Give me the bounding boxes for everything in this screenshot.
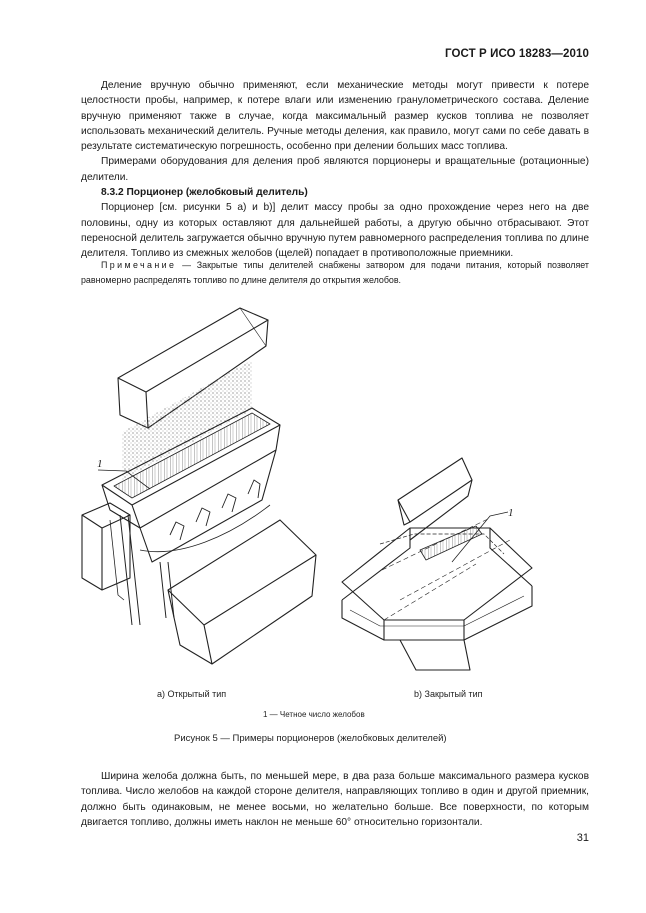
paragraph: Деление вручную обычно применяют, если механические методы могут привести к потере целостности пробы, например, к потере влаги или изменению гранулометрического состава. Деление вручную применяют также в случае, когда максимальный размер кусков топлива не позволяет использовать механический делитель. Ручные методы деления, как правило, могут сами по себе давать в результате систематическую погрешность, особенно при делении больших масс топлива. — [81, 80, 589, 153]
note-block — [81, 258, 589, 287]
paragraph: Ширина желоба должна быть, по меньшей мере, в два раза больше максимального размера кусков топлива. Число желобов на каждой стороне делителя, направляющих топливо в один и другой приемник, должно быть одинаковым, не менее восьми, но желательно больше. Все поверхности, по которым двигается топливо, должны иметь наклон не меньше 60° относительно горизонтали. — [81, 771, 589, 828]
figure-caption-b: b) Закрытый тип — [414, 689, 483, 699]
document-header: ГОСТ Р ИСО 18283—2010 — [444, 48, 589, 60]
body-text-bottom — [81, 769, 589, 830]
note-text: — Закрытые типы делителей снабжены затвором для подачи питания, который позволяет равномерно распределять топливо по длине делителя до открытия желобов. — [81, 260, 589, 285]
callout-label-b: 1 — [508, 507, 514, 519]
open-riffle-divider-drawing — [82, 308, 316, 664]
figure-caption-a: a) Открытый тип — [157, 689, 227, 699]
closed-riffle-divider-drawing — [342, 458, 532, 670]
page-number: 31 — [576, 832, 589, 844]
figure-title: Рисунок 5 — Примеры порционеров (желобковых делителей) — [174, 733, 447, 744]
note-paragraph — [81, 258, 589, 287]
paragraph: Примерами оборудования для деления проб являются порционеры и вращательные (ротационные) делители. — [81, 156, 589, 183]
paragraph: Порционер [см. рисунки 5 a) и b)] делит массу пробы за одно прохождение через него на две половины, одну из которых оставляют для дальнейшей работы, а другую обычно отбрасывают. Этот переносной делитель загружается обычно вручную путем равномерного распределения топлива по длине делителя. Топливо из смежных желобов (щелей) попадает в противоположные приемники. — [81, 202, 589, 260]
callout-label-a: 1 — [97, 458, 103, 470]
body-text-top — [81, 78, 589, 262]
section-title: 8.3.2 Порционер (желобковый делитель) — [101, 187, 308, 199]
figure-legend: 1 — Четное число желобов — [263, 710, 365, 719]
note-label: Примечание — [101, 260, 177, 270]
figure-drawing — [80, 300, 580, 685]
